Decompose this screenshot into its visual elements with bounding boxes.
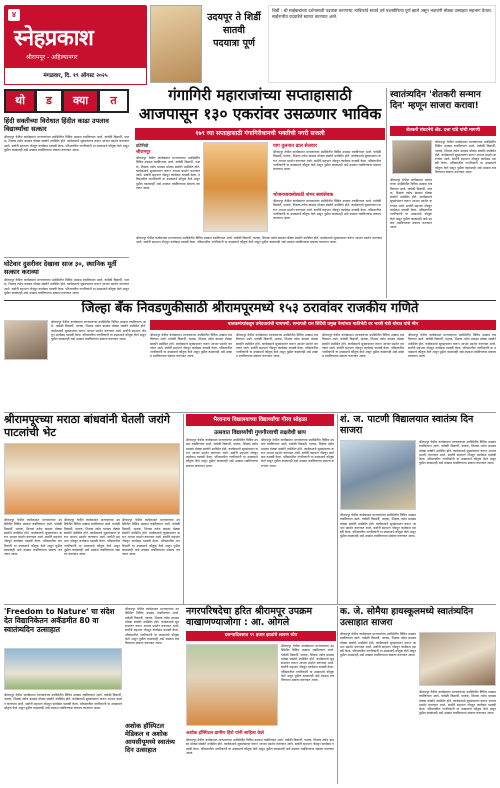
freedom-body: श्रीरामपूर येथील कार्यक्रमात मान्यवरांच्या उपस्थितीत विविध उपक्रम राबविण्यात आले. यावेळी विद्यार्थी, पालक, शिक्षक तसेच ग्रामस्थ मोठ्या संख्येने उपस्थित होते. कार्यक्रमाचे सूत्रसंचालन करून आभार प्रदर्शन करण्यात आले. सर्वांनी सहभाग नोंदवून कार्यक्रम यशस्वी केला. परिसरातील नागरिकांनी या उपक्रमाचे कौतुक केले असून पुढील काळातही असे उपक्रम राबविण्याचा संकल्प करण्यात आला. <box>4 693 122 710</box>
nagar-headline: नगरपरिषदेचा हरित श्रीरामपूर उपक्रम वाखाणण्याजोगा : आ. ओगले <box>186 606 313 628</box>
masthead <box>4 5 147 85</box>
ticker-letter-1: थो <box>6 91 34 111</box>
bank-col-1: श्रीरामपूर येथील कार्यक्रमात मान्यवरांच्या उपस्थितीत विविध उपक्रम राबविण्यात आले. यावेळी विद्यार्थी, पालक, शिक्षक तसेच ग्रामस्थ मोठ्या संख्येने उपस्थित होते. कार्यक्रमाचे सूत्रसंचालन करून आभार प्रदर्शन करण्यात आले. सर्वांनी सहभाग नोंदवून कार्यक्रम यशस्वी केला. परिसरातील नागरिकांनी या उपक्रमाचे कौतुक केले असून पुढील काळातही असे उपक्रम राबविण्याचा संकल्प करण्यात आला. <box>51 320 146 342</box>
ticker-band <box>4 89 129 113</box>
bhairav-subhead: उत्सवात विद्यार्थ्यांची गुणगौरवाची लक्षवेधी छाप <box>214 430 306 436</box>
patni-headline: शं. ज. पाटणी विद्यालयात स्वातंत्र्य दिन साजरा <box>340 414 474 436</box>
promo-box <box>204 5 264 83</box>
bank-col-3: श्रीरामपूर येथील कार्यक्रमात मान्यवरांच्या उपस्थितीत विविध उपक्रम राबविण्यात आले. यावेळी विद्यार्थी, पालक, शिक्षक तसेच ग्रामस्थ मोठ्या संख्येने उपस्थित होते. कार्यक्रमाचे सूत्रसंचालन करून आभार प्रदर्शन करण्यात आले. सर्वांनी सहभाग नोंदवून कार्यक्रम यशस्वी केला. परिसरातील नागरिकांनी या उपक्रमाचे कौतुक केले असून पुढील काळातही असे उपक्रम राबविण्याचा संकल्प करण्यात आला. <box>236 333 318 359</box>
bhairav-headline-bar <box>186 414 334 426</box>
ad1-body: श्रीरामपूर येथील कार्यक्रमात मान्यवरांच्या उपस्थितीत विविध उपक्रम राबविण्यात आले. यावेळी विद्यार्थी, पालक, शिक्षक तसेच ग्रामस्थ मोठ्या संख्येने उपस्थित होते. कार्यक्रमाचे सूत्रसंचालन करून आभार प्रदर्शन करण्यात आले. सर्वांनी सहभाग नोंदवून कार्यक्रम यशस्वी केला. परिसरातील नागरिकांनी या उपक्रमाचे कौतुक केले असून पुढील काळातही असे उपक्रम राबविण्याचा संकल्प करण्यात आला. <box>186 738 334 755</box>
patni-col-1: श्रीरामपूर येथील कार्यक्रमात मान्यवरांच्या उपस्थितीत विविध उपक्रम राबविण्यात आले. यावेळी विद्यार्थी, पालक, शिक्षक तसेच ग्रामस्थ मोठ्या संख्येने उपस्थित होते. कार्यक्रमाचे सूत्रसंचालन करून आभार प्रदर्शन करण्यात आले. सर्वांनी सहभाग नोंदवून कार्यक्रम यशस्वी केला. परिसरातील नागरिकांनी या उपक्रमाचे कौतुक केले असून पुढील काळातही असे उपक्रम राबविण्याचा संकल्प करण्यात आला. <box>419 440 496 466</box>
nagar-col: श्रीरामपूर येथील कार्यक्रमात मान्यवरांच्या उपस्थितीत विविध उपक्रम राबविण्यात आले. यावेळी विद्यार्थी, पालक, शिक्षक तसेच ग्रामस्थ मोठ्या संख्येने उपस्थित होते. कार्यक्रमाचे सूत्रसंचालन करून आभार प्रदर्शन करण्यात आले. सर्वांनी सहभाग नोंदवून कार्यक्रम यशस्वी केला. परिसरातील नागरिकांनी या उपक्रमाचे कौतुक केले असून पुढील काळातही असे उपक्रम राबविण्याचा संकल्प करण्यात आला. <box>281 644 334 683</box>
somaiya-col-2: श्रीरामपूर येथील कार्यक्रमात मान्यवरांच्या उपस्थितीत विविध उपक्रम राबविण्यात आले. यावेळी विद्यार्थी, पालक, शिक्षक तसेच ग्रामस्थ मोठ्या संख्येने उपस्थित होते. कार्यक्रमाचे सूत्रसंचालन करून आभार प्रदर्शन करण्यात आले. सर्वांनी सहभाग नोंदवून कार्यक्रम यशस्वी केला. परिसरातील नागरिकांनी या उपक्रमाचे कौतुक केले असून पुढील काळातही असे उपक्रम राबविण्याचा संकल्प करण्यात आला. <box>419 690 496 716</box>
masthead-subtitle: श्रीरामपूर - अहिल्यानगर <box>26 54 78 61</box>
right-subhead <box>390 126 496 136</box>
lead-place: श्रीरामपूर <box>136 150 151 155</box>
masthead-title: स्नेहप्रकाश <box>14 26 94 51</box>
lead-col-2: श्रीरामपूर येथील कार्यक्रमात मान्यवरांच्या उपस्थितीत विविध उपक्रम राबविण्यात आले. यावेळी विद्यार्थी, पालक, शिक्षक तसेच ग्रामस्थ मोठ्या संख्येने उपस्थित होते. कार्यक्रमाचे सूत्रसंचालन करून आभार प्रदर्शन करण्यात आले. सर्वांनी सहभाग नोंदवून कार्यक्रम यशस्वी केला. परिसरातील नागरिकांनी या उपक्रमाचे कौतुक केले असून पुढील काळातही असे उपक्रम राबविण्याचा संकल्प करण्यात आला. <box>273 150 381 172</box>
freedom-photo <box>4 648 122 690</box>
maratha-photo <box>4 443 180 515</box>
ad1-headline: अशोक हॉस्पिटल मेडिकल व अशोक आयसीयूमध्ये स्वातंत्र्य दिन उत्साहात <box>125 722 175 754</box>
somaiya-headline: क. जे. सोमैया हायस्कूलमध्ये स्वातंत्र्यदिन उत्साहात साजरा <box>340 607 474 628</box>
bank-subhead-text: पालकमंत्र्यांकडून उमेदवारांची चाचपणी, सभापती राम शिंदेंची प्रमुख नेत्यांच्या गाठीभेटी वर भाजी मंत्री थोरात यांचे मौन <box>227 322 419 327</box>
bhairav-col-2: श्रीरामपूर येथील कार्यक्रमात मान्यवरांच्या उपस्थितीत विविध उपक्रम राबविण्यात आले. यावेळी विद्यार्थी, पालक, शिक्षक तसेच ग्रामस्थ मोठ्या संख्येने उपस्थित होते. कार्यक्रमाचे सूत्रसंचालन करून आभार प्रदर्शन करण्यात आले. सर्वांनी सहभाग नोंदवून कार्यक्रम यशस्वी केला. परिसरातील नागरिकांनी या उपक्रमाचे कौतुक केले असून पुढील काळातही असे उपक्रम राबविण्याचा संकल्प करण्यात आला. <box>261 438 334 468</box>
left-story-2-body: श्रीरामपूर येथील कार्यक्रमात मान्यवरांच्या उपस्थितीत विविध उपक्रम राबविण्यात आले. यावेळी विद्यार्थी, पालक, शिक्षक तसेच ग्रामस्थ मोठ्या संख्येने उपस्थित होते. कार्यक्रमाचे सूत्रसंचालन करून आभार प्रदर्शन करण्यात आले. सर्वांनी सहभाग नोंदवून कार्यक्रम यशस्वी केला. परिसरातील नागरिकांनी या उपक्रमाचे कौतुक केले असून पुढील काळातही असे उपक्रम राबविण्याचा संकल्प करण्यात आला. <box>4 278 129 295</box>
left-story-1-body: श्रीरामपूर येथील कार्यक्रमात मान्यवरांच्या उपस्थितीत विविध उपक्रम राबविण्यात आले. यावेळी विद्यार्थी, पालक, शिक्षक तसेच ग्रामस्थ मोठ्या संख्येने उपस्थित होते. कार्यक्रमाचे सूत्रसंचालन करून आभार प्रदर्शन करण्यात आले. सर्वांनी सहभाग नोंदवून कार्यक्रम यशस्वी केला. परिसरातील नागरिकांनी या उपक्रमाचे कौतुक केले असून पुढील काळातही असे उपक्रम राबविण्याचा संकल्प करण्यात आला. <box>4 135 129 152</box>
right-col-a: श्रीरामपूर येथील कार्यक्रमात मान्यवरांच्या उपस्थितीत विविध उपक्रम राबविण्यात आले. यावेळी विद्यार्थी, पालक, शिक्षक तसेच ग्रामस्थ मोठ्या संख्येने उपस्थित होते. कार्यक्रमाचे सूत्रसंचालन करून आभार प्रदर्शन करण्यात आले. सर्वांनी सहभाग नोंदवून कार्यक्रम यशस्वी केला. परिसरातील नागरिकांनी या उपक्रमाचे कौतुक केले असून पुढील काळातही असे उपक्रम राबविण्याचा संकल्प करण्यात आला. <box>435 140 496 175</box>
bhairav-col-1: श्रीरामपूर येथील कार्यक्रमात मान्यवरांच्या उपस्थितीत विविध उपक्रम राबविण्यात आले. यावेळी विद्यार्थी, पालक, शिक्षक तसेच ग्रामस्थ मोठ्या संख्येने उपस्थित होते. कार्यक्रमाचे सूत्रसंचालन करून आभार प्रदर्शन करण्यात आले. सर्वांनी सहभाग नोंदवून कार्यक्रम यशस्वी केला. परिसरातील नागरिकांनी या उपक्रमाचे कौतुक केले असून पुढील काळातही असे उपक्रम राबविण्याचा संकल्प करण्यात आला. <box>186 438 258 468</box>
top-notice: शिर्डी : श्री साईबाबांच्या दर्शनासाठी पदयात्रा करणाऱ्या भाविकांचे सातवे वर्ष यशस्वीरित्या पूर्ण झाले असून भक्तांनी मोठ्या उत्साहात सहभाग घेतला. साईनगरीत पदयात्रेचे स्वागत करण्यात आले. <box>268 5 496 83</box>
right-headline: स्वातंत्र्यदिन 'शेतकरी सन्मान दिन' म्हणून साजरा करावा! <box>390 90 481 111</box>
maratha-col-2: श्रीरामपूर येथील कार्यक्रमात मान्यवरांच्या उपस्थितीत विविध उपक्रम राबविण्यात आले. यावेळी विद्यार्थी, पालक, शिक्षक तसेच ग्रामस्थ मोठ्या संख्येने उपस्थित होते. कार्यक्रमाचे सूत्रसंचालन करून आभार प्रदर्शन करण्यात आले. सर्वांनी सहभाग नोंदवून कार्यक्रम यशस्वी केला. परिसरातील नागरिकांनी या उपक्रमाचे कौतुक केले असून पुढील काळातही असे उपक्रम राबविण्याचा संकल्प करण्यात आला. <box>64 518 120 557</box>
lead-section-label-2: भोजनव्यवस्थेसाठी शंभर स्वयंसेवक <box>273 193 334 198</box>
bank-col-5: श्रीरामपूर येथील कार्यक्रमात मान्यवरांच्या उपस्थितीत विविध उपक्रम राबविण्यात आले. यावेळी विद्यार्थी, पालक, शिक्षक तसेच ग्रामस्थ मोठ्या संख्येने उपस्थित होते. कार्यक्रमाचे सूत्रसंचालन करून आभार प्रदर्शन करण्यात आले. सर्वांनी सहभाग नोंदवून कार्यक्रम यशस्वी केला. परिसरातील नागरिकांनी या उपक्रमाचे कौतुक केले असून पुढील काळातही असे उपक्रम राबविण्याचा संकल्प करण्यात आला. <box>408 333 496 359</box>
ticker-letter-2: ड <box>37 91 61 111</box>
bank-col-2: श्रीरामपूर येथील कार्यक्रमात मान्यवरांच्या उपस्थितीत विविध उपक्रम राबविण्यात आले. यावेळी विद्यार्थी, पालक, शिक्षक तसेच ग्रामस्थ मोठ्या संख्येने उपस्थित होते. कार्यक्रमाचे सूत्रसंचालन करून आभार प्रदर्शन करण्यात आले. सर्वांनी सहभाग नोंदवून कार्यक्रम यशस्वी केला. परिसरातील नागरिकांनी या उपक्रमाचे कौतुक केले असून पुढील काळातही असे उपक्रम राबविण्याचा संकल्प करण्यात आला. <box>150 333 232 359</box>
lead-col-3: श्रीरामपूर येथील कार्यक्रमात मान्यवरांच्या उपस्थितीत विविध उपक्रम राबविण्यात आले. यावेळी विद्यार्थी, पालक, शिक्षक तसेच ग्रामस्थ मोठ्या संख्येने उपस्थित होते. कार्यक्रमाचे सूत्रसंचालन करून आभार प्रदर्शन करण्यात आले. सर्वांनी सहभाग नोंदवून कार्यक्रम यशस्वी केला. परिसरातील नागरिकांनी या उपक्रमाचे कौतुक केले असून पुढील काळातही असे उपक्रम राबविण्याचा संकल्प करण्यात आला. <box>273 199 381 221</box>
lead-headline-line-2: आजपासून १३० एकरांवर उसळणार भाविक <box>138 105 382 123</box>
nagar-photo <box>186 644 278 726</box>
lead-photo-saint <box>203 142 268 232</box>
issue-date: मंगळवार, दि. १९ ऑगस्ट २०२५ <box>43 73 108 79</box>
ad1-sub: अशोक हॉस्पिटल ग्रामीण हिरो यांनी साहित्य केले <box>186 731 264 736</box>
nagar-subhead <box>186 631 336 641</box>
maratha-col-1: श्रीरामपूर येथील कार्यक्रमात मान्यवरांच्या उपस्थितीत विविध उपक्रम राबविण्यात आले. यावेळी विद्यार्थी, पालक, शिक्षक तसेच ग्रामस्थ मोठ्या संख्येने उपस्थित होते. कार्यक्रमाचे सूत्रसंचालन करून आभार प्रदर्शन करण्यात आले. सर्वांनी सहभाग नोंदवून कार्यक्रम यशस्वी केला. परिसरातील नागरिकांनी या उपक्रमाचे कौतुक केले असून पुढील काळातही असे उपक्रम राबविण्याचा संकल्प करण्यात आला. <box>4 518 62 557</box>
patni-col-2: श्रीरामपूर येथील कार्यक्रमात मान्यवरांच्या उपस्थितीत विविध उपक्रम राबविण्यात आले. यावेळी विद्यार्थी, पालक, शिक्षक तसेच ग्रामस्थ मोठ्या संख्येने उपस्थित होते. कार्यक्रमाचे सूत्रसंचालन करून आभार प्रदर्शन करण्यात आले. सर्वांनी सहभाग नोंदवून कार्यक्रम यशस्वी केला. परिसरातील नागरिकांनी या उपक्रमाचे कौतुक केले असून पुढील काळातही असे उपक्रम राबविण्याचा संकल्प करण्यात आला. <box>340 513 416 539</box>
right-col-b: श्रीरामपूर येथील कार्यक्रमात मान्यवरांच्या उपस्थितीत विविध उपक्रम राबविण्यात आले. यावेळी विद्यार्थी, पालक, शिक्षक तसेच ग्रामस्थ मोठ्या संख्येने उपस्थित होते. कार्यक्रमाचे सूत्रसंचालन करून आभार प्रदर्शन करण्यात आले. सर्वांनी सहभाग नोंदवून कार्यक्रम यशस्वी केला. परिसरातील नागरिकांनी या उपक्रमाचे कौतुक केले असून पुढील काळातही असे उपक्रम राबविण्याचा संकल्प करण्यात आला. <box>390 178 432 230</box>
lead-subhead <box>135 128 385 140</box>
left-story-2-headline: घोटेवार दुसरीवर देखावा साज ३०, स्थानिक मूर्ती सत्कार कराव्या <box>4 260 117 276</box>
lead-headline-line-1: गंगागिरी महाराजांच्या सप्ताहासाठी <box>168 86 352 104</box>
right-photo <box>392 140 432 174</box>
bank-photo <box>4 320 48 360</box>
maratha-col-3: श्रीरामपूर येथील कार्यक्रमात मान्यवरांच्या उपस्थितीत विविध उपक्रम राबविण्यात आले. यावेळी विद्यार्थी, पालक, शिक्षक तसेच ग्रामस्थ मोठ्या संख्येने उपस्थित होते. कार्यक्रमाचे सूत्रसंचालन करून आभार प्रदर्शन करण्यात आले. सर्वांनी सहभाग नोंदवून कार्यक्रम यशस्वी केला. परिसरातील नागरिकांनी या उपक्रमाचे कौतुक केले असून पुढील काळातही असे उपक्रम राबविण्याचा संकल्प करण्यात आला. <box>122 518 180 557</box>
bank-headline: जिल्हा बँक निवडणुकीसाठी श्रीरामपूरमध्ये १५३ ठरावांवर राजकीय गणिते <box>81 301 419 316</box>
bank-subhead <box>150 320 496 330</box>
lead-subhead-text: १७९ व्या सप्ताहासाठी गंगागिरीधामची भक्तीची नगरी सजली <box>195 130 325 137</box>
masthead-date <box>4 67 147 85</box>
left-story-1-headline: हिंदी सक्तीच्या विरोधात हिंदीत काढा उपलाव विद्यार्थ्यांचा सत्कार <box>4 117 109 133</box>
lead-col-4: श्रीरामपूर येथील कार्यक्रमात मान्यवरांच्या उपस्थितीत विविध उपक्रम राबविण्यात आले. यावेळी विद्यार्थी, पालक, शिक्षक तसेच ग्रामस्थ मोठ्या संख्येने उपस्थित होते. कार्यक्रमाचे सूत्रसंचालन करून आभार प्रदर्शन करण्यात आले. सर्वांनी सहभाग नोंदवून कार्यक्रम यशस्वी केला. परिसरातील नागरिकांनी या उपक्रमाचे कौतुक केले असून पुढील काळातही असे उपक्रम राबविण्याचा संकल्प करण्यात आला. <box>136 236 382 245</box>
ticker-letter-3: क्या <box>64 91 97 111</box>
lead-byline: प्रतिनिधी <box>136 143 149 148</box>
patni-photo <box>340 440 416 510</box>
bank-col-4: श्रीरामपूर येथील कार्यक्रमात मान्यवरांच्या उपस्थितीत विविध उपक्रम राबविण्यात आले. यावेळी विद्यार्थी, पालक, शिक्षक तसेच ग्रामस्थ मोठ्या संख्येने उपस्थित होते. कार्यक्रमाचे सूत्रसंचालन करून आभार प्रदर्शन करण्यात आले. सर्वांनी सहभाग नोंदवून कार्यक्रम यशस्वी केला. परिसरातील नागरिकांनी या उपक्रमाचे कौतुक केले असून पुढील काळातही असे उपक्रम राबविण्याचा संकल्प करण्यात आला. <box>322 333 404 359</box>
lead-section-label: याग तुलनात ढाल सेलवार <box>273 144 317 149</box>
maratha-headline: श्रीरामपूरच्या मराठा बांधवांनी घेतली जरांगे पाटलांची भेट <box>4 413 170 439</box>
ticker-letter-4: त <box>100 91 127 111</box>
middle-bottom-col: श्रीरामपूर येथील कार्यक्रमात मान्यवरांच्या उपस्थितीत विविध उपक्रम राबविण्यात आले. यावेळी विद्यार्थी, पालक, शिक्षक तसेच ग्रामस्थ मोठ्या संख्येने उपस्थित होते. कार्यक्रमाचे सूत्रसंचालन करून आभार प्रदर्शन करण्यात आले. सर्वांनी सहभाग नोंदवून कार्यक्रम यशस्वी केला. परिसरातील नागरिकांनी या उपक्रमाचे कौतुक केले असून पुढील काळातही असे उपक्रम राबविण्याचा संकल्प करण्यात आला. <box>125 607 179 646</box>
right-subhead-text: शेतकरी संघटनेचे ॲड. दत्ता पांडे यांची मागणी <box>406 128 480 133</box>
freedom-headline: 'Freedom to Nature' चा संदेश देत विद्यानिकेतन अकॅडमीत 80 वा स्वातंत्र्यदिन उत्साहात <box>4 607 115 634</box>
edition-number-badge: ४ <box>8 9 20 21</box>
bhairav-headline: भैरवनाथ विद्यालयाच्या विद्यार्थ्यांचा गौरव सोहळा <box>213 417 307 423</box>
promo-text-2: पदयात्रा पूर्ण <box>213 38 255 49</box>
promo-text-1: उदयपूर ते शिर्डी सातवी <box>207 12 261 36</box>
nagar-subhead-text: दसऱ्यादिवसात ९९ हजार झाडांचे लावण ध्येय <box>224 633 298 638</box>
lead-col-1: श्रीरामपूर येथील कार्यक्रमात मान्यवरांच्या उपस्थितीत विविध उपक्रम राबविण्यात आले. यावेळी विद्यार्थी, पालक, शिक्षक तसेच ग्रामस्थ मोठ्या संख्येने उपस्थित होते. कार्यक्रमाचे सूत्रसंचालन करून आभार प्रदर्शन करण्यात आले. सर्वांनी सहभाग नोंदवून कार्यक्रम यशस्वी केला. परिसरातील नागरिकांनी या उपक्रमाचे कौतुक केले असून पुढील काळातही असे उपक्रम राबविण्याचा संकल्प करण्यात आला. <box>136 156 200 191</box>
somaiya-col-1: श्रीरामपूर येथील कार्यक्रमात मान्यवरांच्या उपस्थितीत विविध उपक्रम राबविण्यात आले. यावेळी विद्यार्थी, पालक, शिक्षक तसेच ग्रामस्थ मोठ्या संख्येने उपस्थित होते. कार्यक्रमाचे सूत्रसंचालन करून आभार प्रदर्शन करण्यात आले. सर्वांनी सहभाग नोंदवून कार्यक्रम यशस्वी केला. परिसरातील नागरिकांनी या उपक्रमाचे कौतुक केले असून पुढील काळातही असे उपक्रम राबविण्याचा संकल्प करण्यात आला. <box>340 632 416 658</box>
somaiya-photo <box>419 632 496 686</box>
promo-photo <box>150 5 202 83</box>
